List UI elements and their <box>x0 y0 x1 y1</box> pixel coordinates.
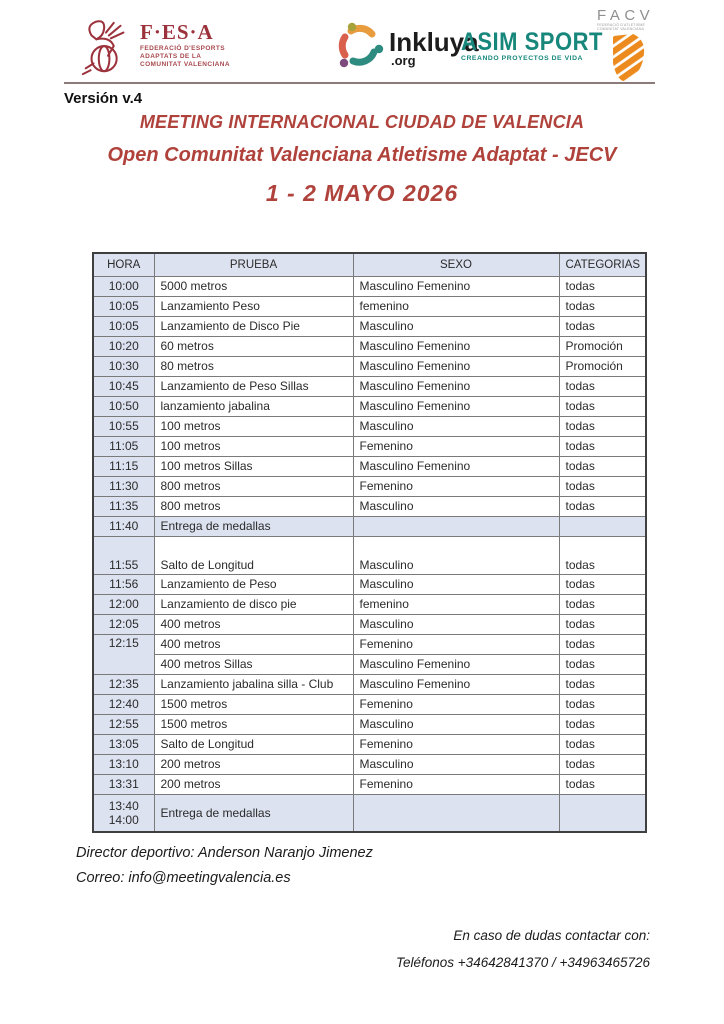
cell-hora: 11:40 <box>93 516 154 536</box>
table-row <box>93 316 646 336</box>
cell-hora: 11:05 <box>93 436 154 456</box>
header-categorias: CATEGORIAS <box>559 253 646 276</box>
facv-logo-name: FACV <box>597 7 655 24</box>
cell-categorias: todas <box>559 536 646 574</box>
contact-note: En caso de dudas contactar con: <box>453 928 650 943</box>
inkluya-circle-icon <box>336 22 384 75</box>
cell-prueba: Salto de Longitud <box>154 734 353 754</box>
table-row <box>93 674 646 694</box>
table-row <box>93 694 646 714</box>
cell-sexo: Masculino Femenino <box>353 376 559 396</box>
cell-prueba: Entrega de medallas <box>154 516 353 536</box>
asim-sport-tagline: CREANDO PROYECTOS DE VIDA <box>461 55 584 62</box>
cell-sexo: Femenino <box>353 694 559 714</box>
cell-categorias: todas <box>559 774 646 794</box>
cell-categorias: todas <box>559 296 646 316</box>
cell-sexo: Masculino Femenino <box>353 276 559 296</box>
contact-block <box>396 922 650 976</box>
table-row <box>93 356 646 376</box>
cell-hora: 10:50 <box>93 396 154 416</box>
table-row <box>93 754 646 774</box>
cell-prueba: 100 metros <box>154 436 353 456</box>
cell-sexo: Femenino <box>353 774 559 794</box>
inkluya-logo <box>336 22 479 75</box>
cell-sexo: Masculino Femenino <box>353 396 559 416</box>
cell-prueba: 400 metros <box>154 614 353 634</box>
facv-logo-sub: FEDERACIÓ D'ATLETISME COMUNITAT VALENCIANA <box>597 23 645 31</box>
cell-sexo: Masculino <box>353 536 559 574</box>
director-line: Director deportivo: Anderson Naranjo Jimenez <box>76 845 373 861</box>
cell-hora: 12:40 <box>93 694 154 714</box>
table-row <box>93 276 646 296</box>
inkluya-logo-name: Inkluya <box>389 27 479 57</box>
table-row <box>93 436 646 456</box>
cell-sexo: Masculino Femenino <box>353 654 559 674</box>
cell-prueba: Lanzamiento Peso <box>154 296 353 316</box>
cell-prueba: Lanzamiento de Peso Sillas <box>154 376 353 396</box>
cell-prueba: Lanzamiento jabalina silla - Club <box>154 674 353 694</box>
cell-sexo: Femenino <box>353 476 559 496</box>
cell-sexo: Masculino Femenino <box>353 456 559 476</box>
cell-sexo: Masculino Femenino <box>353 356 559 376</box>
page-title: MEETING INTERNACIONAL CIUDAD DE VALENCIA <box>139 112 585 132</box>
cell-hora: 10:05 <box>93 296 154 316</box>
asim-sport-logo <box>461 27 603 62</box>
fesa-logo-sub2: ADAPTATS DE LA <box>140 53 202 60</box>
cell-sexo: Masculino <box>353 754 559 774</box>
cell-categorias: todas <box>559 594 646 614</box>
cell-hora: 11:15 <box>93 456 154 476</box>
cell-hora: 10:45 <box>93 376 154 396</box>
header-hora: HORA <box>93 253 154 276</box>
cell-hora: 11:55 <box>93 536 154 574</box>
table-row <box>93 536 646 574</box>
cell-categorias: todas <box>559 734 646 754</box>
cell-hora: 12:00 <box>93 594 154 614</box>
fesa-wheelchair-athlete-icon <box>78 14 136 87</box>
table-row <box>93 794 646 832</box>
header-prueba: PRUEBA <box>154 253 353 276</box>
cell-sexo: Femenino <box>353 436 559 456</box>
cell-prueba: lanzamiento jabalina <box>154 396 353 416</box>
cell-categorias: todas <box>559 714 646 734</box>
table-row <box>93 634 646 654</box>
table-row <box>93 516 646 536</box>
cell-prueba: 80 metros <box>154 356 353 376</box>
cell-categorias: todas <box>559 396 646 416</box>
cell-prueba: 800 metros <box>154 476 353 496</box>
table-row <box>93 574 646 594</box>
cell-prueba: 60 metros <box>154 336 353 356</box>
cell-hora: 11:56 <box>93 574 154 594</box>
header-sexo: SEXO <box>353 253 559 276</box>
cell-prueba: 400 metros <box>154 634 353 654</box>
table-row <box>93 296 646 316</box>
cell-categorias: todas <box>559 634 646 654</box>
cell-sexo: femenino <box>353 594 559 614</box>
cell-prueba: 200 metros <box>154 774 353 794</box>
cell-hora: 11:30 <box>93 476 154 496</box>
cell-sexo: Masculino <box>353 496 559 516</box>
cell-prueba: 1500 metros <box>154 714 353 734</box>
cell-sexo: Masculino <box>353 416 559 436</box>
cell-sexo: Femenino <box>353 634 559 654</box>
cell-hora: 13:05 <box>93 734 154 754</box>
fesa-logo-name: F·ES·A <box>140 20 214 44</box>
cell-categorias: todas <box>559 614 646 634</box>
cell-categorias: todas <box>559 654 646 674</box>
cell-hora: 13:31 <box>93 774 154 794</box>
table-row <box>93 714 646 734</box>
cell-hora: 13:40 14:00 <box>93 794 154 832</box>
table-row <box>93 376 646 396</box>
cell-prueba: Lanzamiento de disco pie <box>154 594 353 614</box>
cell-hora: 12:35 <box>93 674 154 694</box>
cell-categorias: todas <box>559 376 646 396</box>
fesa-logo-sub1: FEDERACIÓ D'ESPORTS <box>140 45 225 52</box>
cell-hora: 11:35 <box>93 496 154 516</box>
cell-prueba: 100 metros Sillas <box>154 456 353 476</box>
cell-categorias: todas <box>559 436 646 456</box>
schedule-table-body <box>93 276 646 832</box>
cell-sexo <box>353 794 559 832</box>
inkluya-logo-org: .org <box>391 53 416 68</box>
cell-sexo: Masculino Femenino <box>353 336 559 356</box>
cell-hora: 12:15 <box>93 634 154 674</box>
cell-prueba: 5000 metros <box>154 276 353 296</box>
cell-sexo: Masculino <box>353 614 559 634</box>
table-row <box>93 416 646 436</box>
table-row <box>93 456 646 476</box>
cell-hora: 13:10 <box>93 754 154 774</box>
cell-hora: 12:55 <box>93 714 154 734</box>
cell-categorias: todas <box>559 316 646 336</box>
cell-categorias <box>559 516 646 536</box>
cell-sexo: Masculino <box>353 316 559 336</box>
cell-prueba: 1500 metros <box>154 694 353 714</box>
cell-hora: 10:30 <box>93 356 154 376</box>
cell-prueba: 100 metros <box>154 416 353 436</box>
cell-hora: 10:55 <box>93 416 154 436</box>
cell-prueba: Lanzamiento de Peso <box>154 574 353 594</box>
cell-prueba: Salto de Longitud <box>154 536 353 574</box>
cell-hora: 10:05 <box>93 316 154 336</box>
cell-prueba: 400 metros Sillas <box>154 654 353 674</box>
table-header-row <box>93 253 646 276</box>
facv-logo <box>597 8 661 90</box>
cell-categorias: todas <box>559 456 646 476</box>
asim-sport-name: ASIM SPORT <box>461 27 603 56</box>
cell-prueba: 200 metros <box>154 754 353 774</box>
table-row <box>93 774 646 794</box>
cell-categorias: todas <box>559 476 646 496</box>
schedule-table <box>92 252 647 833</box>
cell-categorias: todas <box>559 754 646 774</box>
table-row <box>93 496 646 516</box>
cell-sexo <box>353 516 559 536</box>
cell-categorias: todas <box>559 416 646 436</box>
table-row <box>93 654 646 674</box>
header-divider <box>64 82 655 84</box>
cell-hora: 12:05 <box>93 614 154 634</box>
cell-categorias <box>559 794 646 832</box>
cell-hora: 10:00 <box>93 276 154 296</box>
cell-categorias: todas <box>559 694 646 714</box>
cell-sexo: Femenino <box>353 734 559 754</box>
cell-categorias: todas <box>559 496 646 516</box>
cell-categorias: todas <box>559 276 646 296</box>
event-dates: 1 - 2 MAYO 2026 <box>265 180 459 206</box>
cell-categorias: todas <box>559 674 646 694</box>
version-label: Versión v.4 <box>64 90 143 107</box>
table-row <box>93 734 646 754</box>
table-row <box>93 594 646 614</box>
table-row <box>93 336 646 356</box>
cell-categorias: Promoción <box>559 356 646 376</box>
fesa-logo-sub3: COMUNITAT VALENCIANA <box>140 61 230 68</box>
cell-sexo: Masculino <box>353 574 559 594</box>
cell-prueba: Lanzamiento de Disco Pie <box>154 316 353 336</box>
table-row <box>93 614 646 634</box>
cell-prueba: 800 metros <box>154 496 353 516</box>
table-row <box>93 396 646 416</box>
cell-prueba: Entrega de medallas <box>154 794 353 832</box>
email-line: Correo: info@meetingvalencia.es <box>76 870 291 886</box>
cell-sexo: femenino <box>353 296 559 316</box>
cell-sexo: Masculino Femenino <box>353 674 559 694</box>
cell-sexo: Masculino <box>353 714 559 734</box>
page-subtitle: Open Comunitat Valenciana Atletisme Adaptat - JECV <box>107 144 617 166</box>
title-block <box>0 112 724 207</box>
table-row <box>93 476 646 496</box>
contact-phones: Teléfonos +34642841370 / +34963465726 <box>396 955 650 970</box>
fesa-logo <box>78 14 230 87</box>
cell-categorias: todas <box>559 574 646 594</box>
cell-hora: 10:20 <box>93 336 154 356</box>
cell-categorias: Promoción <box>559 336 646 356</box>
